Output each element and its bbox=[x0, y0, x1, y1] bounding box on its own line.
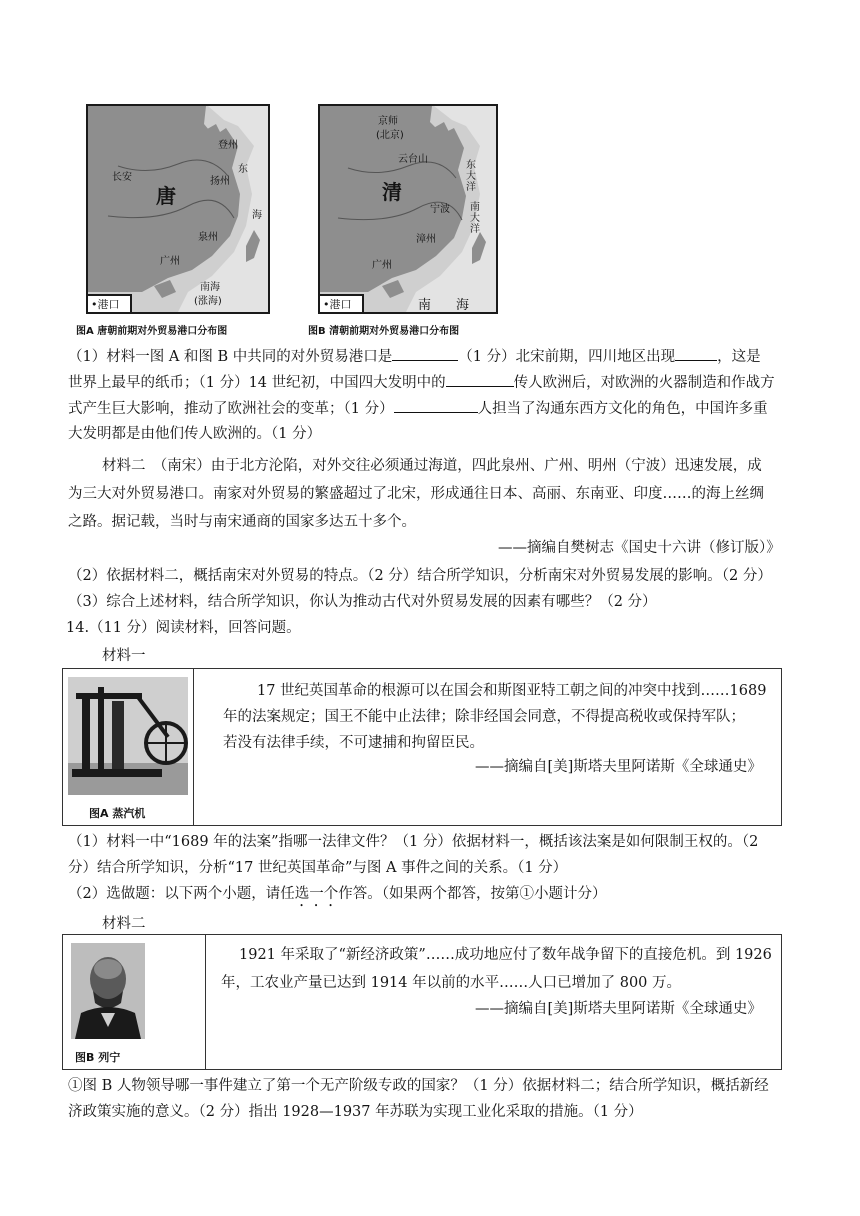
q14-material2-label: 材料二 bbox=[102, 916, 146, 932]
q13-part1-line3 bbox=[68, 398, 768, 419]
q13-p1-text-b: （1 分）北宋前期，四川地区出现 bbox=[458, 349, 676, 365]
q13-part1-line4: 大发明都是由他们传人欧洲的。（1 分） bbox=[68, 426, 322, 442]
map-a-label-sea: 海 bbox=[252, 210, 262, 221]
q13-material2-line2: 为三大对外贸易港口。南家对外贸易的繁盛超过了北宋，形成通往日本、高丽、东南亚、印度……的海上丝绸 bbox=[68, 486, 764, 502]
answer-blank-invention bbox=[446, 372, 514, 387]
q14-material1-line1: 17 世纪英国革命的根源可以在国会和斯图亚特工朝之间的冲突中找到……1689 bbox=[257, 683, 767, 699]
map-a-label-changan: 长安 bbox=[112, 172, 132, 183]
q14-material1-line3: 若没有法律手续，不可逮捕和拘留臣民。 bbox=[223, 735, 484, 751]
q14-p2-emphasis: 选一个 bbox=[294, 886, 339, 902]
q13-part1-line1 bbox=[68, 346, 761, 367]
q13-p1-text-a: （1）材料一图 A 和图 B 中共同的对外贸易港口是 bbox=[68, 349, 393, 365]
q13-p3-text-a: 式产生巨大影响，推动了欧洲社会的变革；（1 分） bbox=[68, 401, 394, 417]
map-b-label-beijing: (北京) bbox=[376, 130, 404, 141]
map-b-label-zhangzhou: 漳州 bbox=[416, 234, 436, 245]
answer-blank-paper-money bbox=[675, 346, 717, 361]
map-b-caption: 图B 清朝前期对外贸易港口分布图 bbox=[308, 326, 460, 337]
answer-blank-common-port bbox=[392, 346, 458, 361]
map-b-label-ningbo: 宁波 bbox=[430, 204, 450, 215]
q14-part2-instruction bbox=[68, 884, 606, 910]
map-b-label-yuntaishan: 云台山 bbox=[398, 154, 428, 165]
map-b-label-east-ocean: 东大洋 bbox=[466, 160, 476, 193]
q14-p2-text-b: 作答。（如果两个都答，按第①小题计分） bbox=[338, 886, 607, 902]
q14-material1-source: ——摘编自[美]斯塔夫里阿诺斯《全球通史》 bbox=[475, 759, 762, 775]
q13-p3-text-b: 人担当了沟通东西方文化的角色，中国许多重 bbox=[477, 401, 768, 417]
map-a-tang-ports bbox=[86, 104, 270, 314]
map-a-label-yangzhou: 扬州 bbox=[210, 176, 230, 187]
q13-part1-line2 bbox=[68, 372, 775, 393]
map-a-label-guangzhou: 广州 bbox=[160, 256, 180, 267]
map-b-label-south: 南 bbox=[418, 298, 432, 313]
map-b-country-name: 清 bbox=[382, 180, 402, 204]
q14-material2-line2: 年，工农业产量已达到 1914 年以前的水平……人口已增加了 800 万。 bbox=[221, 975, 682, 991]
q14-subq1-line1: ①图 B 人物领导哪一事件建立了第一个无产阶级专政的国家？（1 分）依据材料二；结合所学知识，概括新经 bbox=[68, 1078, 769, 1094]
map-a-label-dengzhou: 登州 bbox=[218, 140, 238, 151]
q14-material1-label: 材料一 bbox=[102, 648, 146, 664]
q14-part1-line1: （1）材料一中“1689 年的法案”指哪一法律文件？（1 分）依据材料一，概括该法案是如何限制王权的。（2 bbox=[68, 834, 759, 850]
q13-p1-text-c: ，这是 bbox=[717, 349, 761, 365]
image-b-caption: 图B 列宁 bbox=[75, 1051, 121, 1064]
map-a-label-quanzhou: 泉州 bbox=[198, 232, 218, 243]
map-a-label-south-sea: 南海 bbox=[200, 282, 220, 293]
q13-p2-text-b: 传人欧洲后，对欧洲的火器制造和作战方 bbox=[513, 375, 775, 391]
lenin-portrait-image bbox=[71, 943, 145, 1039]
q13-p2-text-a: 世界上最早的纸币；（1 分）14 世纪初，中国四大发明中的 bbox=[68, 375, 446, 391]
q14-heading: 14.（11 分）阅读材料，回答问题。 bbox=[66, 620, 301, 636]
map-a-caption: 图A 唐朝前期对外贸易港口分布图 bbox=[76, 326, 228, 337]
q14-material2-source: ——摘编自[美]斯塔夫里阿诺斯《全球通史》 bbox=[475, 1001, 762, 1017]
q14-image-b-cell bbox=[63, 935, 206, 1069]
q14-material1-line2: 年的法案规定；国王不能中止法律；除非经国会同意，不得提高税收或保持军队； bbox=[223, 709, 745, 725]
steam-engine-image bbox=[68, 677, 188, 795]
map-a-label-east: 东 bbox=[238, 164, 248, 175]
q14-material1-box bbox=[62, 668, 782, 826]
image-a-caption: 图A 蒸汽机 bbox=[89, 807, 146, 820]
map-b-label-guangzhou: 广州 bbox=[372, 260, 392, 271]
q14-subq1-line2: 济政策实施的意义。（2 分）指出 1928—1937 年苏联为实现工业化采取的措施。（1 分） bbox=[68, 1104, 643, 1120]
map-b-label-south-ocean: 南大洋 bbox=[470, 202, 480, 235]
q14-image-a-cell bbox=[63, 669, 194, 825]
map-a-legend: •港口 bbox=[88, 294, 132, 312]
map-b-legend: •港口 bbox=[320, 294, 364, 312]
q14-part1-line2: 分）结合所学知识，分析“17 世纪英国革命”与图 A 事件之间的关系。（1 分） bbox=[68, 860, 568, 876]
map-a-label-zhanghai: (涨海) bbox=[194, 296, 222, 307]
q13-part2: （2）依据材料二，概括南宋对外贸易的特点。（2 分）结合所学知识，分析南宋对外贸易发展的影响。（2 分） bbox=[68, 568, 772, 584]
q14-material2-line1: 1921 年采取了“新经济政策”……成功地应付了数年战争留下的直接危机。到 1926 bbox=[239, 947, 772, 963]
q13-part3: （3）综合上述材料，结合所学知识，你认为推动古代对外贸易发展的因素有哪些？（2 分） bbox=[68, 594, 657, 610]
map-a-country-name: 唐 bbox=[156, 184, 176, 208]
q13-material2-line1: 材料二 （南宋）由于北方沦陷，对外交往必须通过海道，四此泉州、广州、明州（宁波）迅速发展，成 bbox=[102, 458, 762, 474]
answer-blank-people bbox=[394, 398, 478, 413]
map-b-qing-ports bbox=[318, 104, 498, 314]
map-a-terrain bbox=[88, 106, 268, 312]
map-b-label-sea: 海 bbox=[456, 298, 470, 313]
q14-material2-box bbox=[62, 934, 782, 1070]
q14-p2-text-a: （2）选做题：以下两个小题，请任 bbox=[68, 886, 295, 902]
q13-material2-source: ——摘编自樊树志《国史十六讲（修订版）》 bbox=[498, 540, 781, 556]
map-b-label-jingshi: 京师 bbox=[378, 116, 398, 127]
q13-material2-line3: 之路。据记载，当时与南宋通商的国家多达五十多个。 bbox=[68, 514, 416, 530]
